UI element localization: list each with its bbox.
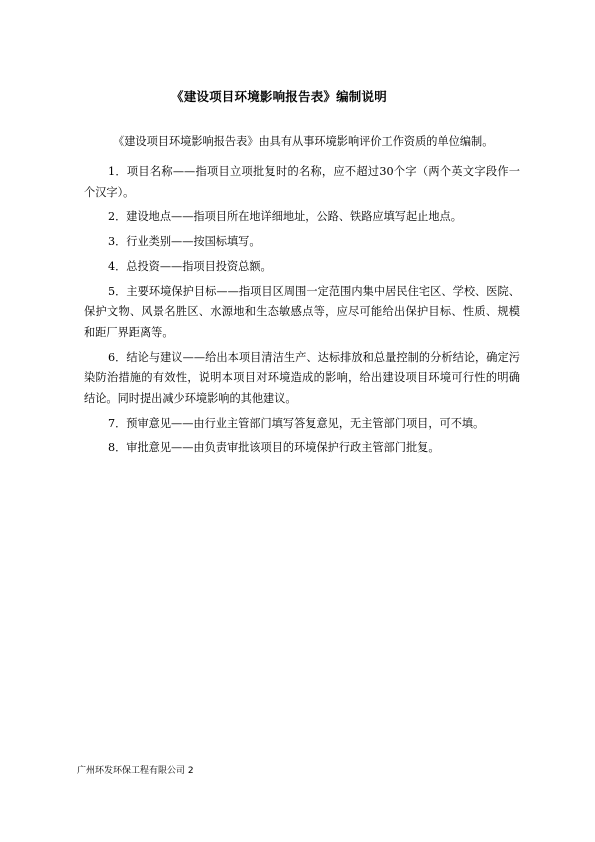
instruction-item-3: 3．行业类别——按国标填写。 [108, 235, 261, 249]
instruction-item-7: 7．预审意见——由行业主管部门填写答复意见，无主管部门项目，可不填。 [108, 416, 485, 430]
instruction-item-8: 8．审批意见——由负责审批该项目的环境保护行政主管部门批复。 [108, 441, 440, 455]
page-footer: 广州环发环保工程有限公司 2 [77, 766, 194, 776]
instruction-item-1: 1．项目名称——指项目立项批复时的名称，应不超过30个字（两个英文字段作一个汉字）。 [84, 165, 520, 199]
instruction-item-6: 6．结论与建议——给出本项目清洁生产、达标排放和总量控制的分析结论，确定污染防治措施的有效性，说明本项目对环境造成的影响，给出建设项目环境可行性的明确结论。同时提出减少环境影响的其他建议。 [84, 350, 520, 406]
instruction-item-2: 2．建设地点——指项目所在地详细地址，公路、铁路应填写起止地点。 [108, 210, 462, 224]
intro-paragraph: 《建设项目环境影响报告表》由具有从事环境影响评价工作资质的单位编制。 [113, 135, 494, 148]
document-title: 《建设项目环境影响报告表》编制说明 [171, 89, 387, 104]
instruction-item-4: 4．总投资——指项目投资总额。 [108, 259, 272, 273]
instruction-list [84, 162, 520, 463]
instruction-item-5: 5．主要环境保护目标——指项目区周围一定范围内集中居民住宅区、学校、医院、保护文物、风景名胜区、水源地和生态敏感点等，应尽可能给出保护目标、性质、规模和距厂界距离等。 [84, 284, 520, 339]
